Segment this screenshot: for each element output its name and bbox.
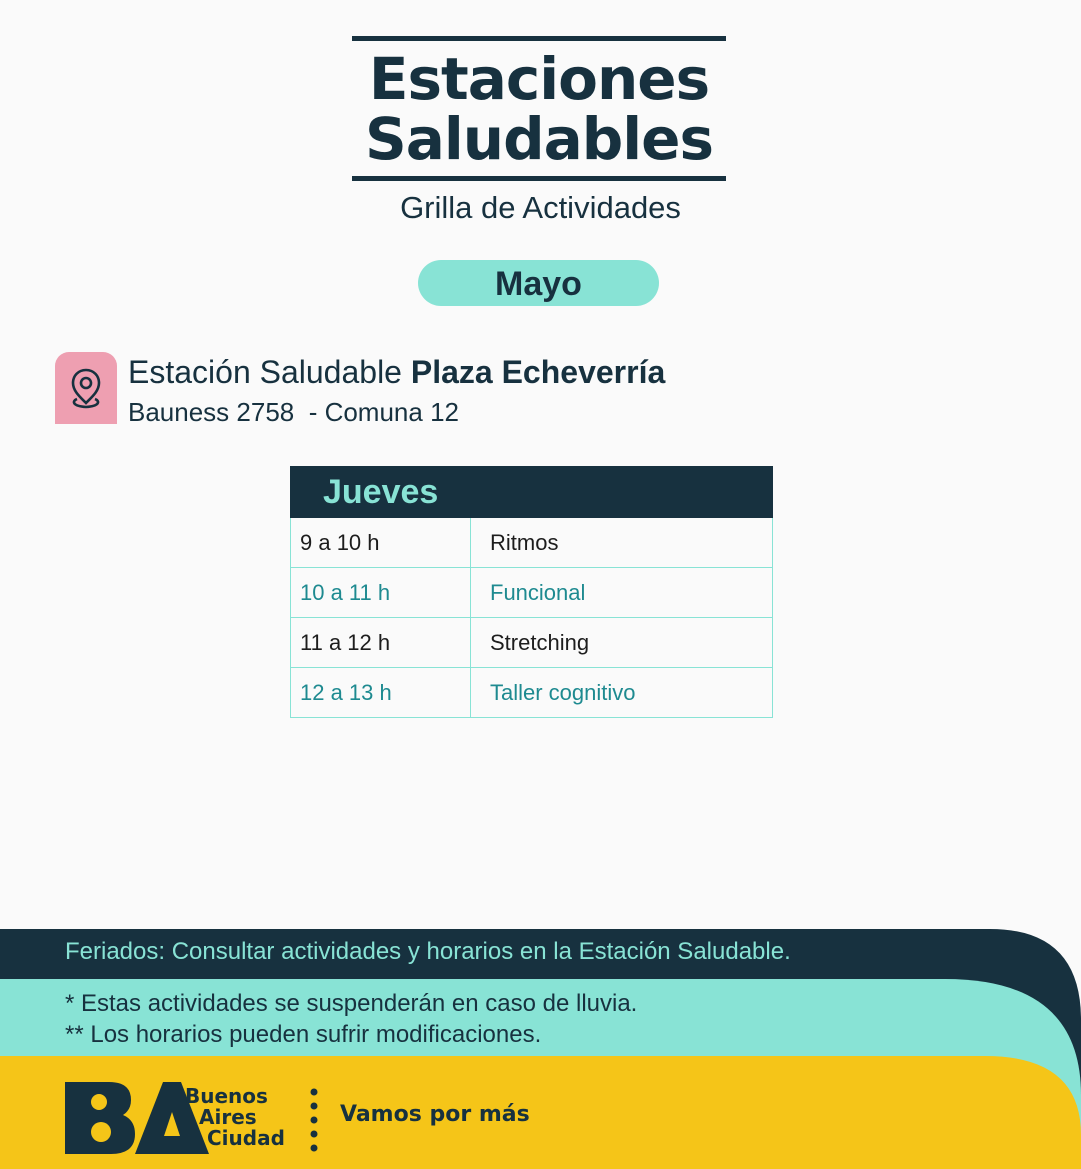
rain-note: * Estas actividades se suspenderán en caso de lluvia. xyxy=(65,990,638,1017)
activity-cell: Funcional xyxy=(490,580,586,605)
table-row xyxy=(290,568,773,618)
schedule-change-note: ** Los horarios pueden sufrir modificaciones. xyxy=(65,1021,542,1048)
holiday-note: Feriados: Consultar actividades y horarios en la Estación Saludable. xyxy=(65,938,791,965)
subtitle: Grilla de Actividades xyxy=(400,190,681,225)
location-pin-icon xyxy=(55,352,117,424)
title-bottom-rule xyxy=(352,176,726,181)
title-line-1: Estaciones xyxy=(368,45,710,113)
station-plaza: Plaza Echeverría xyxy=(410,354,666,390)
ba-b-shape xyxy=(65,1082,135,1154)
title-block xyxy=(352,36,726,181)
station-prefix: Estación Saludable xyxy=(128,354,411,390)
activity-cell: Taller cognitivo xyxy=(490,680,636,705)
time-cell: 11 a 12 h xyxy=(291,618,471,667)
page-title xyxy=(352,41,726,176)
buenos-aires-logo xyxy=(63,1080,333,1156)
time-cell: 10 a 11 h xyxy=(291,568,471,617)
logo-text-ciudad: Ciudad xyxy=(207,1126,285,1150)
schedule-day-header: Jueves xyxy=(290,466,773,518)
activity-cell: Stretching xyxy=(490,630,590,655)
station-address: Bauness 2758 - Comuna 12 xyxy=(128,397,459,427)
logo-text-buenos: Buenos xyxy=(185,1084,268,1108)
time-cell: 9 a 10 h xyxy=(291,518,471,567)
activity-cell: Ritmos xyxy=(490,530,559,555)
logo-text-aires: Aires xyxy=(199,1105,257,1129)
month-badge: Mayo xyxy=(418,260,659,306)
tagline: Vamos por más xyxy=(340,1102,530,1127)
title-line-2: Saludables xyxy=(365,105,713,173)
time-cell: 12 a 13 h xyxy=(291,668,471,717)
table-row xyxy=(290,618,773,668)
table-row xyxy=(290,668,773,718)
station-name xyxy=(128,354,665,391)
schedule-table xyxy=(290,466,773,718)
table-row xyxy=(290,518,773,568)
